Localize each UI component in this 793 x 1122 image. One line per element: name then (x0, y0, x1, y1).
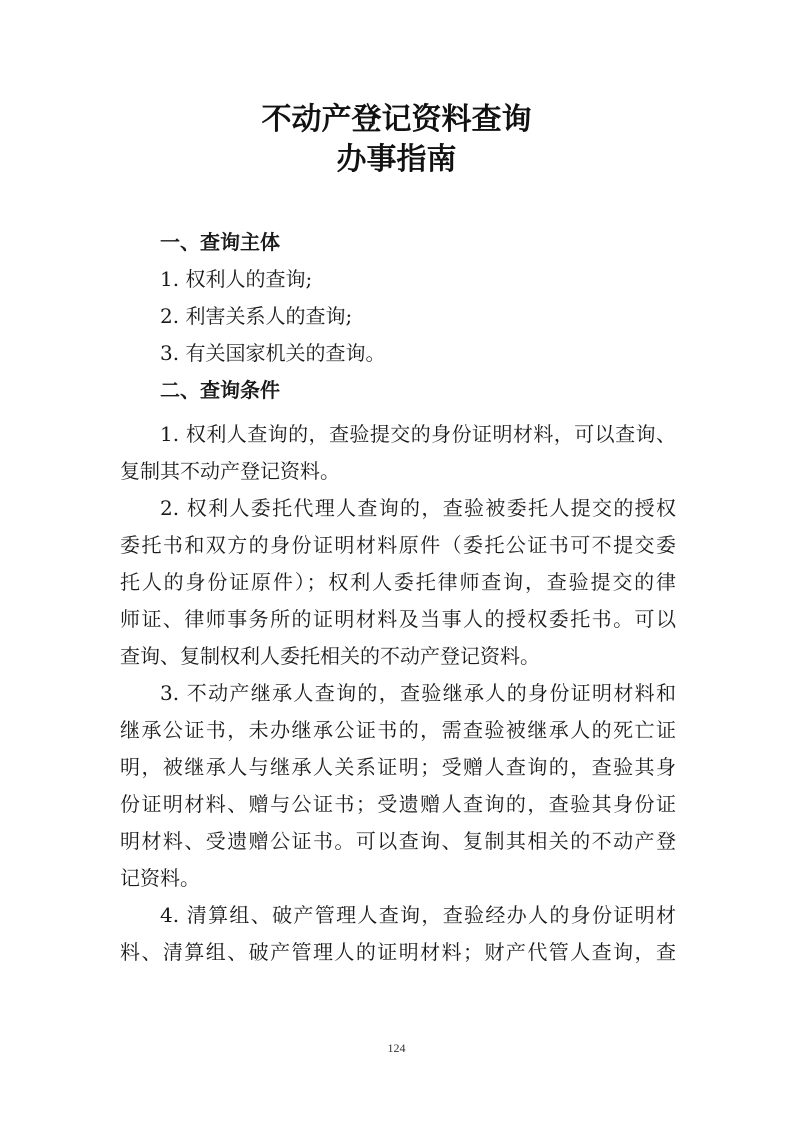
paragraph-line: 份证明材料、赠与公证书；受遗赠人查询的，查验其身份证 (120, 792, 676, 816)
paragraph-line: 料、清算组、破产管理人的证明材料；财产代管人查询，查 (120, 940, 676, 964)
paragraph-line: 复制其不动产登记资料。 (120, 459, 340, 483)
list-item: 1. 权利人的查询; (160, 267, 313, 291)
paragraph-line: 师证、律师事务所的证明材料及当事人的授权委托书。可以 (120, 607, 676, 631)
paragraph-line: 3. 不动产继承人查询的，查验继承人的身份证明材料和 (160, 681, 676, 705)
page-number: 124 (387, 1041, 406, 1055)
list-item: 3. 有关国家机关的查询。 (160, 341, 386, 365)
paragraph-condition-3 (120, 675, 676, 897)
document-title-line2: 办事指南 (336, 142, 457, 177)
paragraph-line: 托人的身份证原件）；权利人委托律师查询，查验提交的律 (120, 570, 676, 594)
paragraph-line: 2. 权利人委托代理人查询的，查验被委托人提交的授权 (160, 496, 676, 520)
paragraph-line: 明材料、受遗赠公证书。可以查询、复制其相关的不动产登 (120, 829, 676, 853)
section-heading-query-conditions: 二、查询条件 (160, 378, 280, 402)
paragraph-condition-1 (120, 416, 676, 490)
paragraph-condition-4 (120, 897, 676, 971)
document-title-line1: 不动产登记资料查询 (261, 102, 532, 137)
list-item: 2. 利害关系人的查询; (160, 304, 353, 328)
paragraph-line: 1. 权利人查询的，查验提交的身份证明材料，可以查询、 (160, 422, 676, 446)
paragraph-condition-2 (120, 490, 676, 675)
paragraph-line: 记资料。 (120, 866, 200, 890)
paragraph-line: 委托书和双方的身份证明材料原件（委托公证书可不提交委 (120, 533, 676, 557)
section-heading-query-subject: 一、查询主体 (160, 230, 280, 254)
paragraph-line: 查询、复制权利人委托相关的不动产登记资料。 (120, 644, 540, 668)
paragraph-line: 明，被继承人与继承人关系证明；受赠人查询的，查验其身 (120, 755, 676, 779)
paragraph-line: 继承公证书，未办继承公证书的，需查验被继承人的死亡证 (120, 718, 676, 742)
paragraph-line: 4. 清算组、破产管理人查询，查验经办人的身份证明材 (160, 903, 676, 927)
